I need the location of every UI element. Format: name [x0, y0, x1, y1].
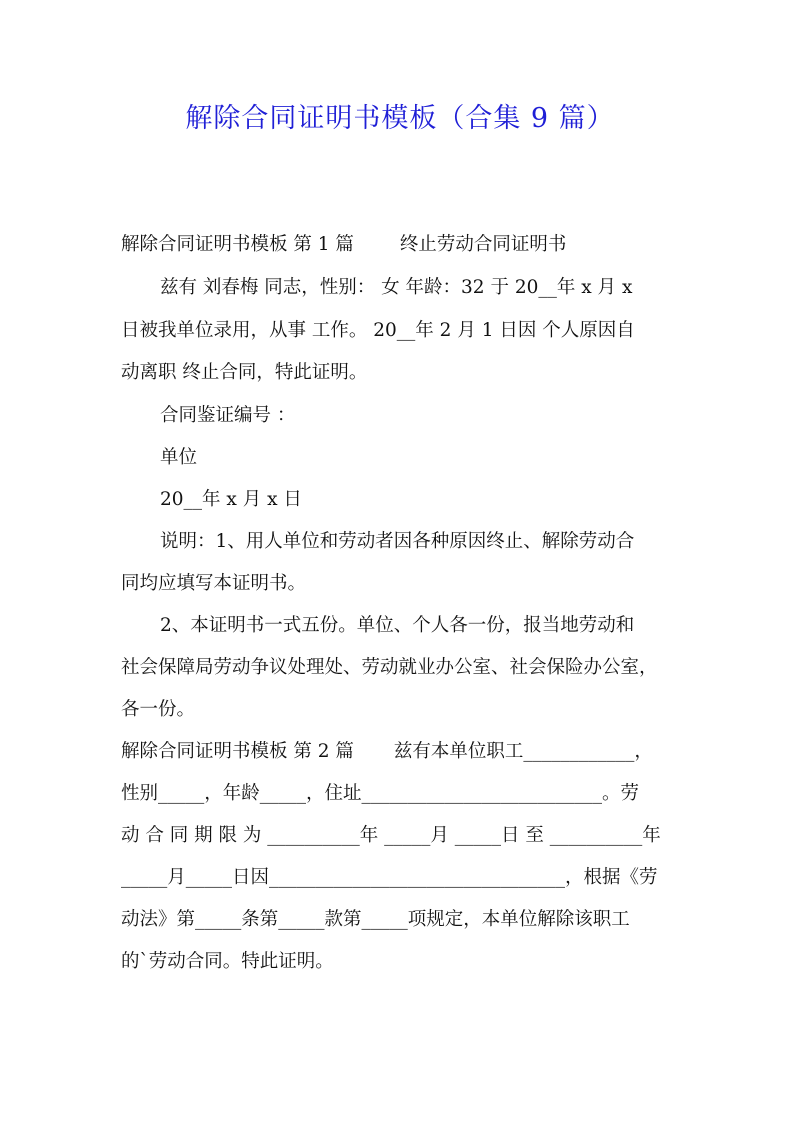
section-1-line: 同均应填写本证明书。 — [121, 573, 307, 594]
section-1-line: 各一份。 — [121, 699, 196, 720]
section-1-line: 20__年 x 月 x 日 — [160, 489, 302, 510]
section-2-heading: 解除合同证明书模板 第 2 篇 — [121, 741, 354, 762]
section-1-line: 合同鉴证编号 ： — [160, 405, 296, 426]
section-2-line: 性别_____，年龄_____，住址__________________________。劳 — [121, 783, 640, 804]
section-2-heading-row — [121, 740, 653, 764]
section-2-line: _____月_____日因________________________________，根据《劳 — [121, 867, 658, 888]
section-2-first-line: 兹有本单位职工____________， — [393, 741, 653, 762]
section-1-heading-row — [121, 233, 566, 257]
document-title: 解除合同证明书模板（合集 9 篇） — [185, 103, 615, 134]
section-1-heading: 解除合同证明书模板 第 1 篇 — [121, 234, 354, 255]
section-2-line: 动法》第_____条第_____款第_____项规定，本单位解除该职工 — [121, 909, 630, 930]
section-1-line: 2、本证明书一式五份。单位、个人各一份，报当地劳动和 — [160, 615, 635, 636]
section-1-line: 社会保障局劳动争议处理处、劳动就业办公室、社会保险办公室， — [121, 657, 658, 678]
section-1-subheading: 终止劳动合同证明书 — [399, 234, 567, 255]
section-1-line: 兹有 刘春梅 同志，性别： 女 年龄：32 于 20__年 x 月 x — [160, 277, 633, 298]
section-1-line: 说明：1、用人单位和劳动者因各种原因终止、解除劳动合 — [160, 531, 635, 552]
section-1-line: 单位 — [160, 447, 198, 468]
section-2-line: 的`劳动合同。特此证明。 — [121, 951, 334, 972]
section-1-line: 动离职 终止合同，特此证明。 — [121, 362, 368, 383]
section-1-line: 日被我单位录用，从事 工作。 20__年 2 月 1 日因 个人原因自 — [121, 320, 635, 341]
section-2-line: 动 合 同 期 限 为 __________年 _____月 _____日 至 __________年 — [121, 825, 661, 846]
